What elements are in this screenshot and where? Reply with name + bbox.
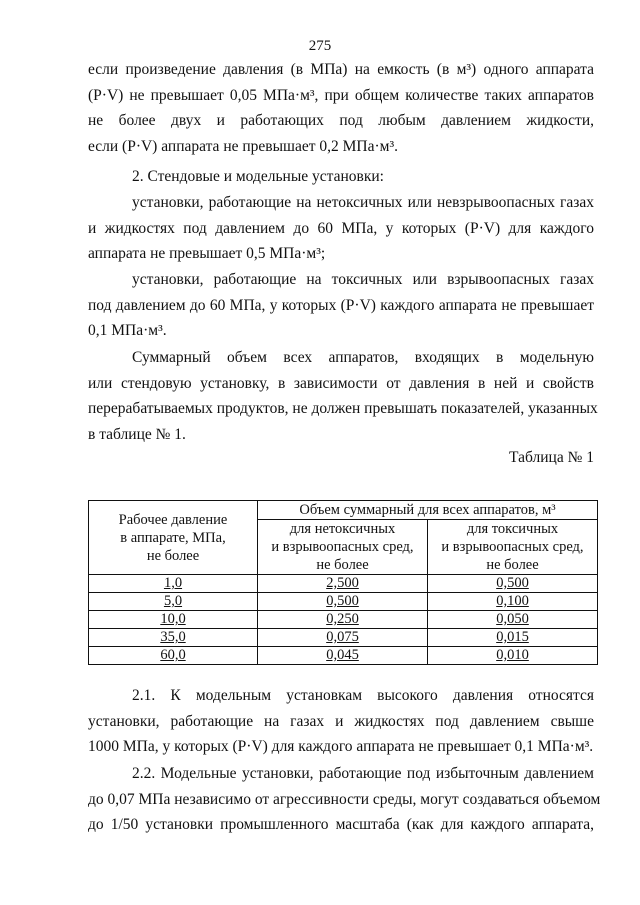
text-line: 2.1. К модельным установкам высокого давления относятся	[132, 687, 594, 704]
table-caption: Таблица № 1	[509, 449, 594, 466]
cell-toxic: 0,500	[428, 575, 598, 593]
table-row	[89, 629, 598, 647]
text-line: до 0,07 МПа независимо от агрессивности среды, могут создаваться объемом	[88, 790, 601, 808]
text-line: установки, работающие на газах и жидкостях под давлением свыше	[88, 712, 594, 730]
cell-pressure: 5,0	[89, 593, 258, 611]
text-line: в таблице № 1.	[88, 425, 186, 443]
page-number: 275	[308, 38, 332, 54]
section-2-heading: 2. Стендовые и модельные установки:	[132, 168, 384, 185]
cell-toxic: 0,100	[428, 593, 598, 611]
text-line: под давлением до 60 МПа, у которых (P·V) каждого аппарата не превышает	[88, 296, 594, 314]
table-header-pressure	[89, 501, 258, 575]
header-line: в аппарате, МПа,	[120, 529, 226, 546]
table-header-toxic	[428, 520, 598, 575]
table-row	[89, 611, 598, 629]
table-header-group: Объем суммарный для всех аппаратов, м³	[258, 501, 598, 520]
cell-nontoxic: 0,045	[258, 647, 428, 665]
cell-pressure: 35,0	[89, 629, 258, 647]
cell-pressure: 1,0	[89, 575, 258, 593]
cell-nontoxic: 0,500	[258, 593, 428, 611]
text-line: аппарата не превышает 0,5 МПа·м³;	[88, 245, 326, 262]
header-line: не более	[146, 547, 200, 564]
text-line: и жидкостях под давлением до 60 МПа, у которых (P·V) для каждого	[88, 219, 594, 237]
cell-toxic: 0,015	[428, 629, 598, 647]
header-line: не более	[486, 557, 539, 573]
text-line: Суммарный объем всех аппаратов, входящих в модельную	[132, 349, 594, 366]
text-line: установки, работающие на нетоксичных или невзрывоопасных газах	[132, 194, 594, 211]
volume-table	[88, 500, 598, 665]
text-line: если произведение давления (в МПа) на емкость (в м³) одного аппарата	[88, 61, 594, 78]
cell-nontoxic: 0,250	[258, 611, 428, 629]
paragraph-nontoxic-installations	[88, 190, 594, 267]
header-line: для нетоксичных	[289, 521, 396, 537]
text-line: если (P·V) аппарата не превышает 0,2 МПа·м³.	[88, 137, 398, 155]
cell-nontoxic: 0,075	[258, 629, 428, 647]
cell-nontoxic: 2,500	[258, 575, 428, 593]
text-line: 2.2. Модельные установки, работающие под избыточным давлением	[132, 765, 594, 782]
paragraph-low-pressure-models	[88, 761, 601, 838]
cell-pressure: 10,0	[89, 611, 258, 629]
table-row	[89, 593, 598, 611]
paragraph-high-pressure-models	[88, 683, 594, 760]
cell-toxic: 0,010	[428, 647, 598, 665]
paragraph-pressure-volume	[88, 57, 594, 159]
cell-toxic: 0,050	[428, 611, 598, 629]
text-line: перерабатываемых продуктов, не должен превышать показателей, указанных	[88, 400, 598, 417]
text-line: (P·V) не превышает 0,05 МПа·м³, при общем количестве таких аппаратов	[88, 86, 594, 104]
table-header-nontoxic	[258, 520, 428, 575]
text-line: или стендовую установку, в зависимости от давления в ней и свойств	[88, 374, 594, 392]
text-line: 0,1 МПа·м³.	[88, 322, 167, 339]
header-line: и взрывоопасных сред,	[441, 539, 584, 555]
paragraph-toxic-installations	[88, 267, 594, 344]
header-line: Рабочее давление	[118, 511, 228, 528]
table-row	[89, 647, 598, 665]
paragraph-total-volume	[88, 345, 598, 447]
text-line: не более двух и работающих под любым давлением жидкости,	[88, 112, 594, 129]
section-heading	[88, 164, 594, 190]
text-line: до 1/50 установки промышленного масштаба (как для каждого аппарата,	[88, 816, 594, 833]
header-line: не более	[316, 557, 369, 573]
cell-pressure: 60,0	[89, 647, 258, 665]
header-line: и взрывоопасных сред,	[271, 539, 414, 555]
table-row	[89, 575, 598, 593]
header-line: для токсичных	[466, 521, 559, 537]
text-line: 1000 МПа, у которых (P·V) для каждого аппарата не превышает 0,1 МПа·м³.	[88, 738, 594, 755]
text-line: установки, работающие на токсичных или взрывоопасных газах	[132, 271, 594, 288]
